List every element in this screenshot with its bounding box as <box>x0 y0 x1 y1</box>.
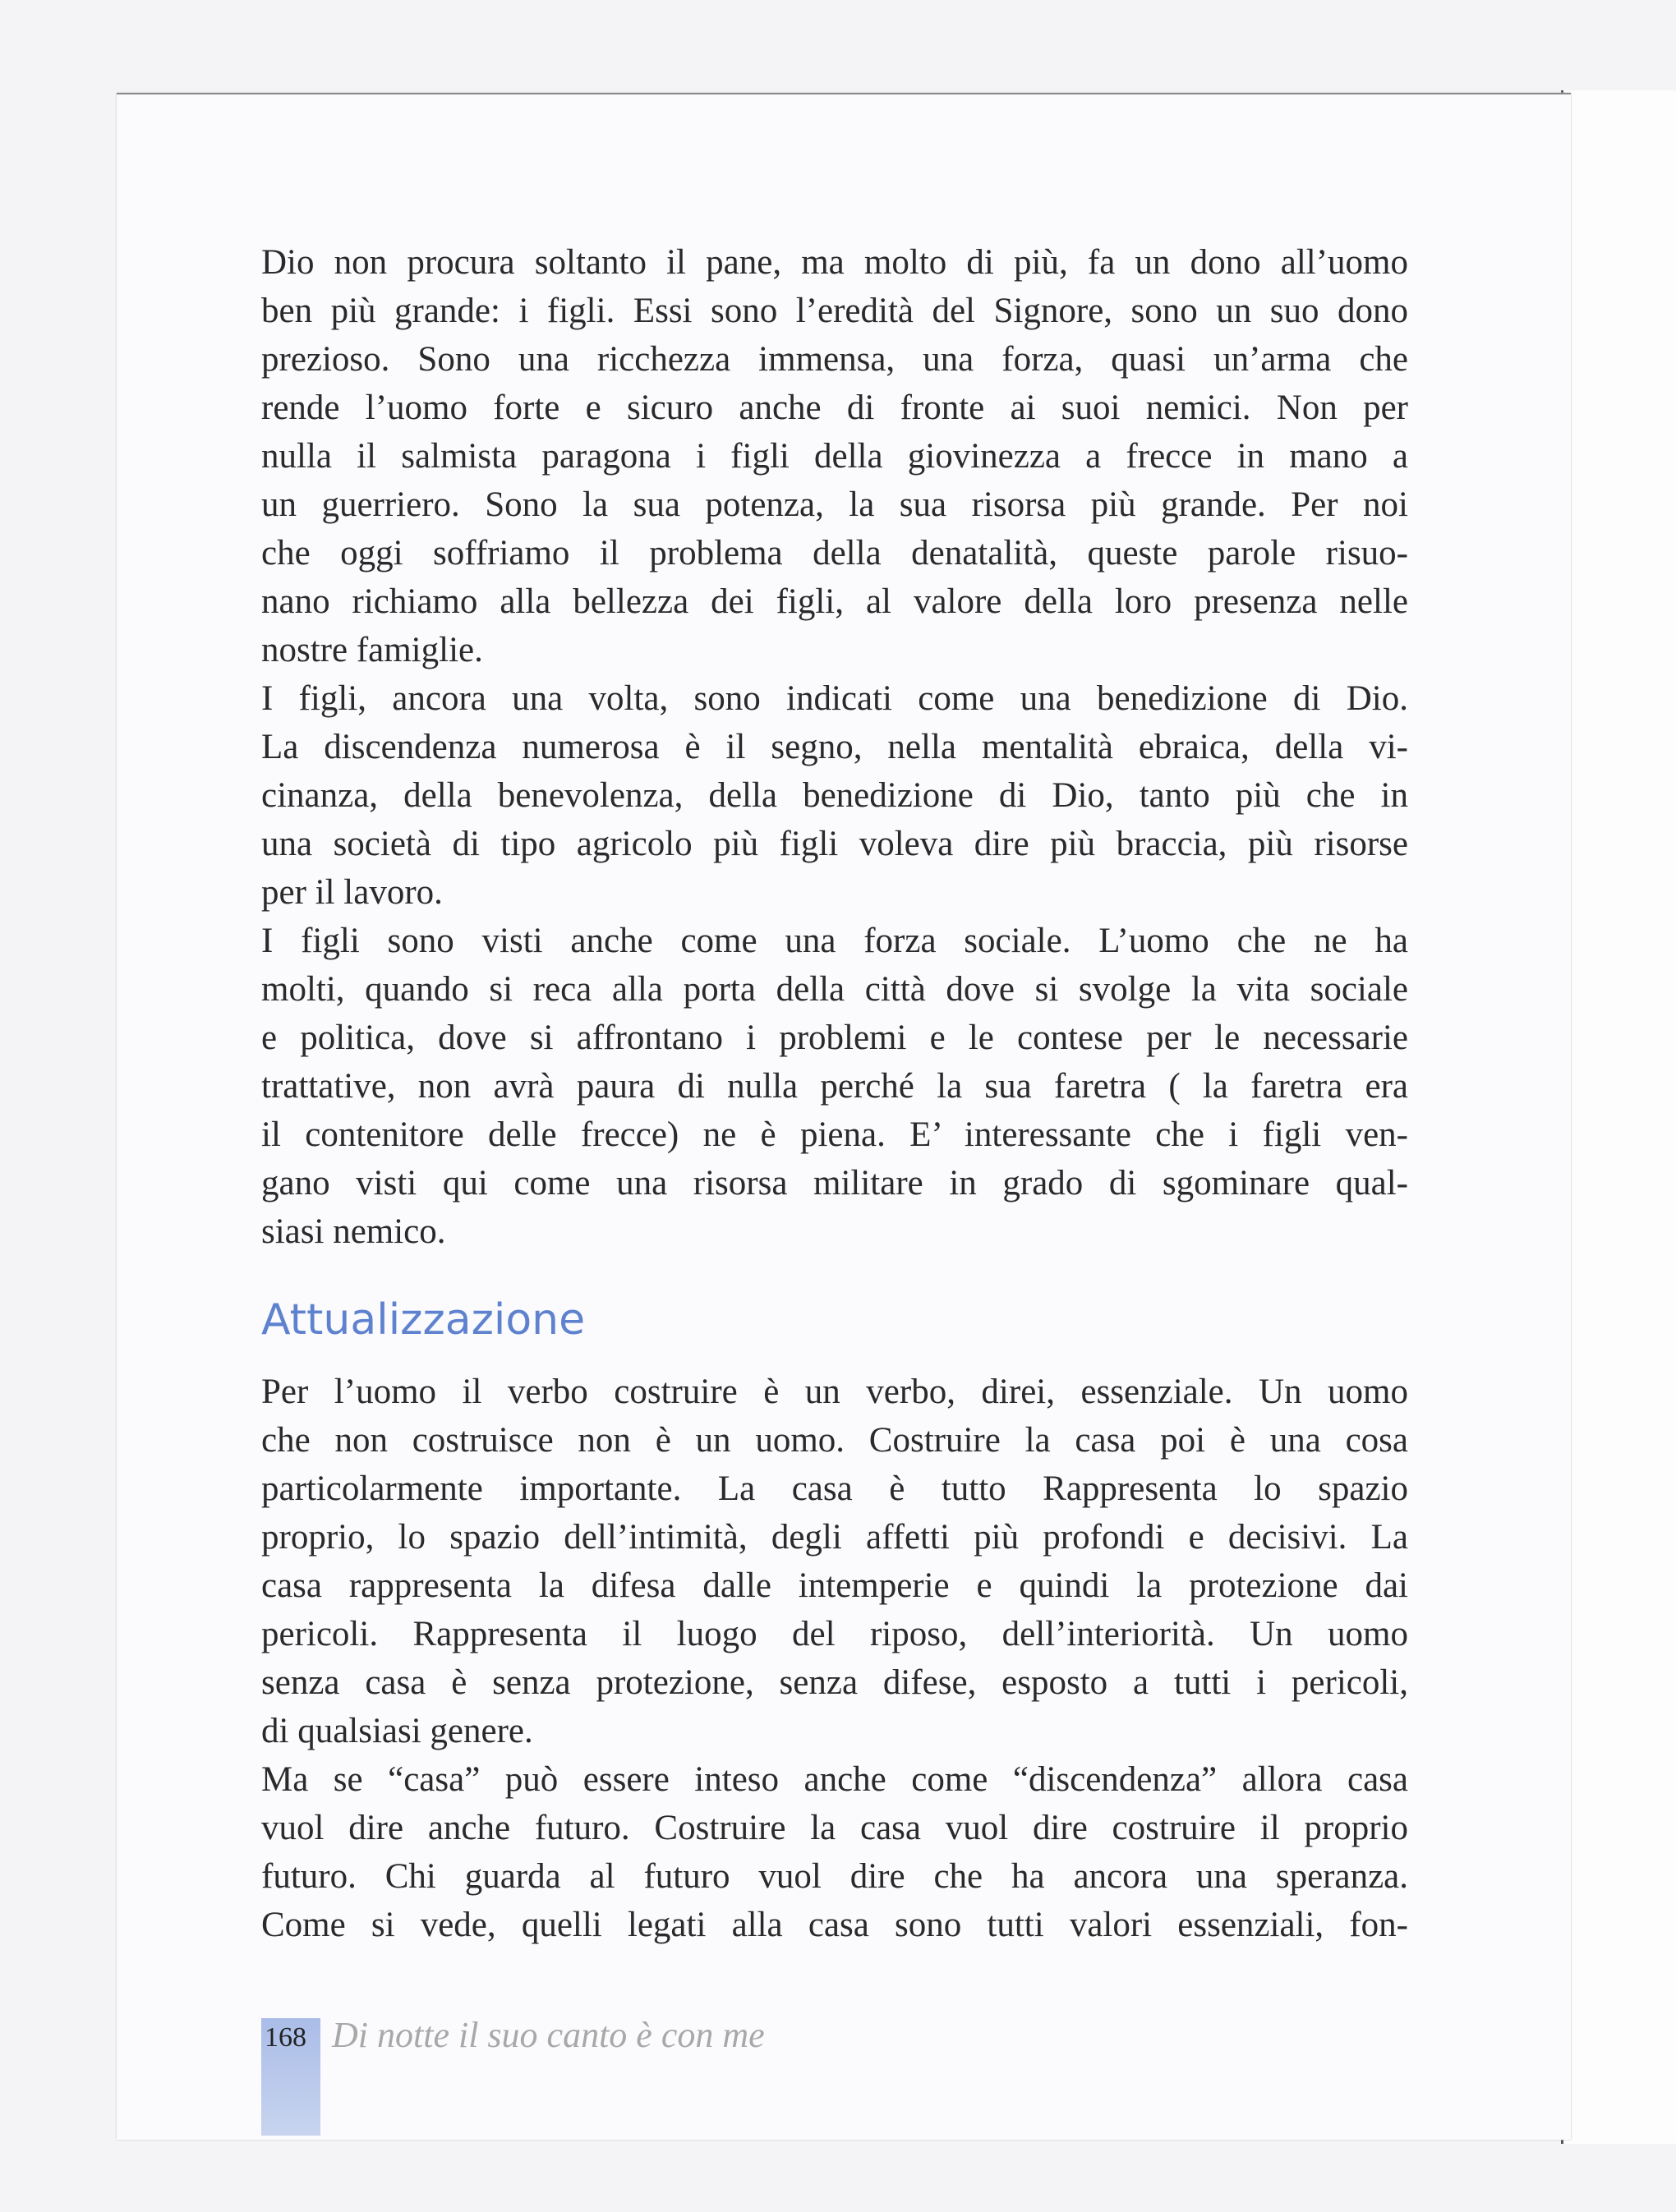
text-line: trattative, non avrà paura di nulla perché la sua faretra ( la faretra era <box>261 1067 1408 1106</box>
text-line: che oggi soffriamo il problema della denatalità, queste parole risuo- <box>261 534 1408 573</box>
running-footer-title: Di notte il suo canto è con me <box>332 2015 765 2055</box>
page-number: 168 <box>265 2022 306 2053</box>
text-line: Per l’uomo il verbo costruire è un verbo, direi, essenziale. Un uomo <box>261 1373 1408 1411</box>
text-line: ben più grande: i figli. Essi sono l’eredità del Signore, sono un suo dono <box>261 292 1408 330</box>
text-line: La discendenza numerosa è il segno, nella mentalità ebraica, della vi- <box>261 728 1408 766</box>
text-line: siasi nemico. <box>261 1212 446 1251</box>
text-line: Dio non procura soltanto il pane, ma molto di più, fa un dono all’uomo <box>261 243 1408 282</box>
text-line: vuol dire anche futuro. Costruire la casa vuol dire costruire il proprio <box>261 1809 1408 1847</box>
text-line: Come si vede, quelli legati alla casa sono tutti valori essenziali, fon- <box>261 1906 1408 1944</box>
text-line: proprio, lo spazio dell’intimità, degli affetti più profondi e decisivi. La <box>261 1518 1408 1557</box>
text-line: nulla il salmista paragona i figli della giovinezza a frecce in mano a <box>261 437 1408 476</box>
text-line: Ma se “casa” può essere inteso anche come “discendenza” allora casa <box>261 1760 1408 1799</box>
text-line: e politica, dove si affrontano i problemi e le contese per le necessarie <box>261 1019 1408 1057</box>
text-line: gano visti qui come una risorsa militare in grado di sgominare qual- <box>261 1164 1408 1203</box>
text-line: I figli sono visti anche come una forza sociale. L’uomo che ne ha <box>261 922 1408 960</box>
text-line: una società di tipo agricolo più figli voleva dire più braccia, più risorse <box>261 825 1408 863</box>
text-line: cinanza, della benevolenza, della benedizione di Dio, tanto più che in <box>261 776 1408 815</box>
text-line: nostre famiglie. <box>261 631 483 669</box>
text-line: per il lavoro. <box>261 873 443 912</box>
facing-page-edge <box>1561 90 1676 2144</box>
text-line: senza casa è senza protezione, senza difese, esposto a tutti i pericoli, <box>261 1663 1408 1702</box>
text-line: un guerriero. Sono la sua potenza, la sua risorsa più grande. Per noi <box>261 485 1408 524</box>
text-line: prezioso. Sono una ricchezza immensa, una forza, quasi un’arma che <box>261 340 1408 379</box>
text-line: nano richiamo alla bellezza dei figli, al valore della loro presenza nelle <box>261 582 1408 621</box>
text-line: I figli, ancora una volta, sono indicati come una benedizione di Dio. <box>261 679 1408 718</box>
text-line: di qualsiasi genere. <box>261 1712 533 1750</box>
section-heading: Attualizzazione <box>261 1295 586 1345</box>
text-line: molti, quando si reca alla porta della città dove si svolge la vita sociale <box>261 970 1408 1009</box>
text-line: futuro. Chi guarda al futuro vuol dire che ha ancora una speranza. <box>261 1857 1408 1896</box>
text-line: pericoli. Rappresenta il luogo del riposo, dell’interiorità. Un uomo <box>261 1615 1408 1653</box>
text-line: particolarmente importante. La casa è tutto Rappresenta lo spazio <box>261 1469 1408 1508</box>
text-line: che non costruisce non è un uomo. Costruire la casa poi è una cosa <box>261 1421 1408 1460</box>
text-line: casa rappresenta la difesa dalle intemperie e quindi la protezione dai <box>261 1566 1408 1605</box>
text-line: rende l’uomo forte e sicuro anche di fronte ai suoi nemici. Non per <box>261 389 1408 427</box>
text-line: il contenitore delle frecce) ne è piena. E’ interessante che i figli ven- <box>261 1115 1408 1154</box>
page-body <box>261 238 1408 1949</box>
